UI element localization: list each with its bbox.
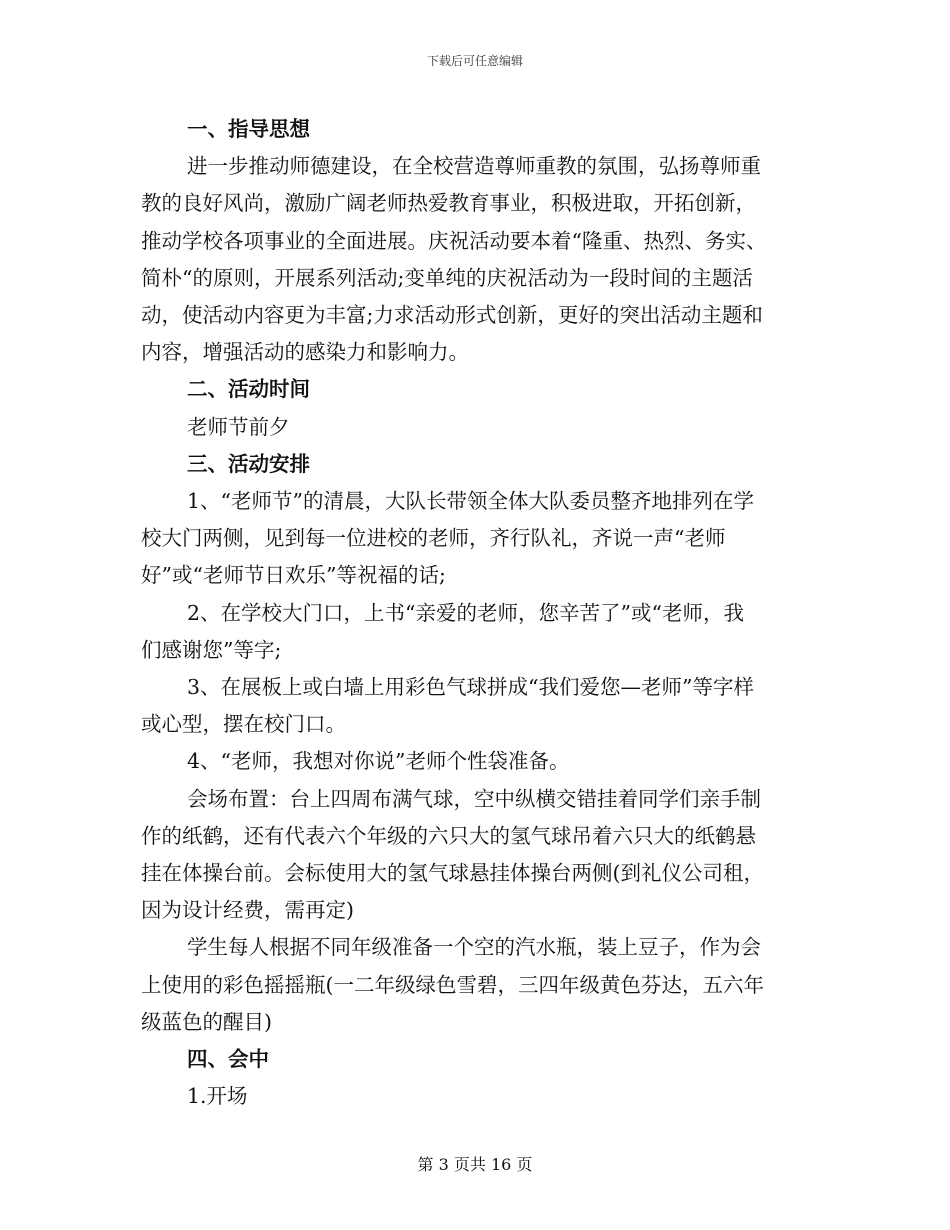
paragraph-line: 因为设计经费，需再定) <box>141 898 354 923</box>
section-heading: 二、活动时间 <box>187 377 310 402</box>
paragraph-line: 上使用的彩色摇摇瓶(一二年级绿色雪碧，三四年级黄色芬达，五六年 <box>141 972 764 997</box>
section-heading: 三、活动安排 <box>187 451 310 476</box>
paragraph-line: 老师节前夕 <box>187 414 290 439</box>
paragraph-line: 好”或“老师节日欢乐”等祝福的话; <box>141 563 446 588</box>
section-heading: 四、会中 <box>187 1047 269 1072</box>
paragraph-line: 教的良好风尚，激励广阔老师热爱教育事业，积极进取，开拓创新， <box>141 191 756 216</box>
paragraph-line: 3、在展板上或白墙上用彩色气球拼成“我们爱您—老师”等字样 <box>187 675 755 700</box>
paragraph-line: 2、在学校大门口，上书“亲爱的老师，您辛苦了”或“老师，我 <box>187 600 744 625</box>
paragraph-line: 挂在体操台前。会标使用大的氢气球悬挂体操台两侧(到礼仪公司租， <box>141 861 764 886</box>
paragraph-line: 学生每人根据不同年级准备一个空的汽水瓶，装上豆子，作为会 <box>187 935 761 960</box>
paragraph-line: 简朴“的原则，开展系列活动;变单纯的庆祝活动为一段时间的主题活 <box>141 265 753 290</box>
paragraph-line: 会场布置：台上四周布满气球，空中纵横交错挂着同学们亲手制 <box>187 786 761 811</box>
paragraph-line: 校大门两侧，见到每一位进校的老师，齐行队礼，齐说一声“老师 <box>141 526 726 551</box>
section-heading: 一、指导思想 <box>187 117 310 141</box>
paragraph-line: 作的纸鹤，还有代表六个年级的六只大的氢气球吊着六只大的纸鹤悬 <box>141 823 756 848</box>
page-header-note: 下载后可任意编辑 <box>426 54 523 68</box>
paragraph-line: 级蓝色的醒目) <box>141 1009 272 1034</box>
paragraph-line: 4、“老师，我想对你说”老师个性袋准备。 <box>187 749 570 774</box>
paragraph-line: 1、“老师节”的清晨，大队长带领全体大队委员整齐地排列在学 <box>187 489 755 514</box>
page-footer-number: 第 3 页共 16 页 <box>417 1155 533 1174</box>
paragraph-line: 动，使活动内容更为丰富;力求活动形式创新，更好的突出活动主题和 <box>141 303 763 328</box>
paragraph-line: 们感谢您”等字; <box>141 637 282 662</box>
paragraph-line: 1.开场 <box>187 1084 248 1109</box>
paragraph-line: 推动学校各项事业的全面进展。庆祝活动要本着“隆重、热烈、务实、 <box>141 228 767 253</box>
document-body <box>141 111 809 1115</box>
paragraph-line: 或心型，摆在校门口。 <box>141 712 346 737</box>
paragraph-line: 内容，增强活动的感染力和影响力。 <box>141 340 469 365</box>
paragraph-line: 进一步推动师德建设，在全校营造尊师重教的氛围，弘扬尊师重 <box>187 154 761 179</box>
